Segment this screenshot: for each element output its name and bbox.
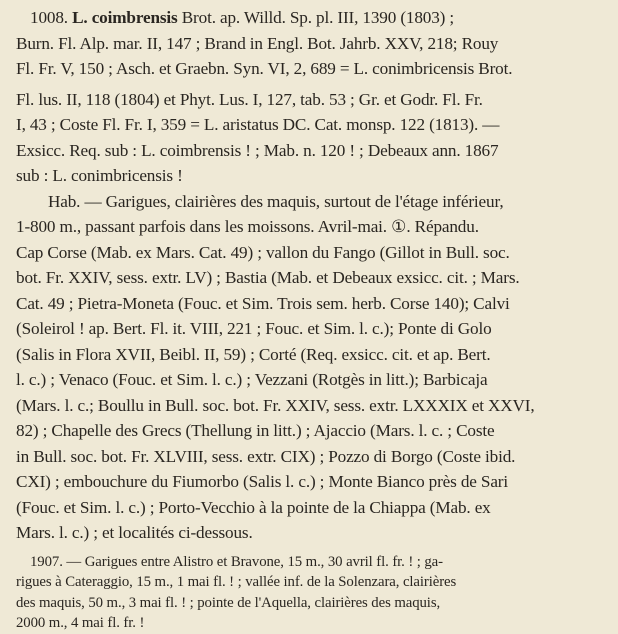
- entry-line-2: Burn. Fl. Alp. mar. II, 147 ; Brand in Engl. Bot. Jahrb. XXV, 218; Rouy: [16, 33, 499, 53]
- entry-line-6: Exsicc. Req. sub : L. coimbrensis ! ; Mab. n. 120 ! ; Debeaux ann. 1867: [16, 140, 499, 160]
- note-line: rigues à Cateraggio, 15 m., 1 mai fl. ! ; vallée inf. de la Solenzara, clairières: [16, 574, 457, 590]
- entry-line-3: Fl. Fr. V, 150 ; Asch. et Graebn. Syn. VI, 2, 689 = L. conimbricensis Brot.: [16, 59, 513, 78]
- habitat-line: bot. Fr. XXIV, sess. extr. LV) ; Bastia (Mab. et Debeaux exsicc. cit. ; Mars.: [16, 268, 520, 287]
- entry-line-5: I, 43 ; Coste Fl. Fr. I, 359 = L. aristatus DC. Cat. monsp. 122 (1813). —: [16, 115, 500, 134]
- habitat-line: (Soleirol ! ap. Bert. Fl. it. VIII, 221 ; Fouc. et Sim. l. c.); Ponte di Golo: [16, 319, 492, 338]
- habitat-line: (Salis in Flora XVII, Beibl. II, 59) ; Corté (Req. exsicc. cit. et ap. Bert.: [16, 344, 491, 364]
- habitat-line: l. c.) ; Venaco (Fouc. et Sim. l. c.) ; Vezzani (Rotgès in litt.); Barbicaja: [16, 370, 488, 389]
- habitat-line: Mars. l. c.) ; et localités ci-dessous.: [16, 523, 253, 542]
- note-line: 2000 m., 4 mai fl. fr. !: [16, 615, 145, 631]
- habitat-line: Hab. — Garigues, clairières des maquis, surtout de l'étage inférieur,: [48, 191, 504, 211]
- note-line: 1907. — Garigues entre Alistro et Bravone, 15 m., 30 avril fl. fr. ! ; ga-: [30, 553, 443, 570]
- habitat-line: 82) ; Chapelle des Grecs (Thellung in litt.) ; Ajaccio (Mars. l. c. ; Coste: [16, 421, 495, 440]
- entry-line-4: Fl. lus. II, 118 (1804) et Phyt. Lus. I, 127, tab. 53 ; Gr. et Godr. Fl. Fr.: [16, 89, 483, 109]
- collection-notes: [16, 552, 610, 634]
- entry-number: 1008.: [30, 8, 68, 27]
- habitat-section: [16, 189, 610, 546]
- habitat-line: 1-800 m., passant parfois dans les moissons. Avril-mai. ①. Répandu.: [16, 217, 479, 236]
- habitat-line: Cat. 49 ; Pietra-Moneta (Fouc. et Sim. Trois sem. herb. Corse 140); Calvi: [16, 293, 510, 313]
- habitat-line: in Bull. soc. bot. Fr. XLVIII, sess. extr. CIX) ; Pozzo di Borgo (Coste ibid.: [16, 446, 516, 466]
- species-name: L. coimbrensis: [72, 8, 178, 27]
- species-entry: [16, 5, 610, 189]
- entry-line-1: [16, 5, 610, 31]
- habitat-line: (Mars. l. c.; Boullu in Bull. soc. bot. Fr. XXIV, sess. extr. LXXXIX et XXVI,: [16, 395, 535, 415]
- habitat-line: (Fouc. et Sim. l. c.) ; Porto-Vecchio à la pointe de la Chiappa (Mab. ex: [16, 497, 491, 517]
- entry-text: Brot. ap. Willd. Sp. pl. III, 1390 (1803) ;: [177, 8, 455, 27]
- habitat-line: CXI) ; embouchure du Fiumorbo (Salis l. c.) ; Monte Bianco près de Sari: [16, 472, 508, 491]
- note-line: des maquis, 50 m., 3 mai fl. ! ; pointe de l'Aquella, clairières des maquis,: [16, 594, 441, 611]
- entry-line-7: sub : L. conimbricensis !: [16, 166, 183, 185]
- habitat-line: Cap Corse (Mab. ex Mars. Cat. 49) ; vallon du Fango (Gillot in Bull. soc.: [16, 242, 510, 262]
